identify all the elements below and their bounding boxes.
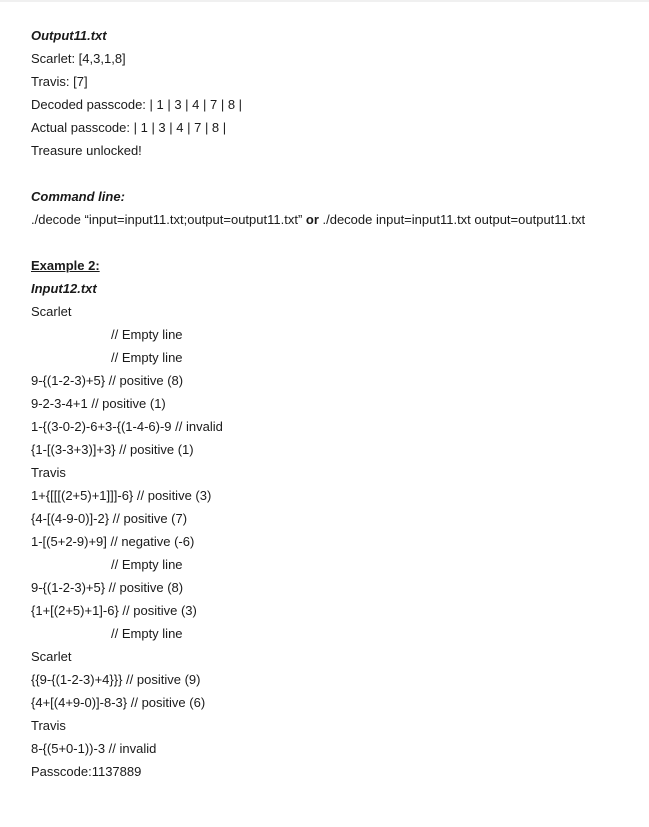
- input-line: {1-[(3-3+3)]+3} // positive (1): [31, 442, 194, 457]
- input-line: Travis: [31, 465, 66, 480]
- command-args: ./decode input=input11.txt output=output11.txt: [318, 212, 586, 227]
- input-line: 9-{(1-2-3)+5} // positive (8): [31, 373, 184, 388]
- input-filename-heading: Input12.txt: [31, 281, 97, 296]
- input-line: // Empty line: [111, 557, 183, 572]
- command-line-text: [31, 212, 585, 228]
- command-line-heading: Command line:: [31, 189, 125, 204]
- output-filename-heading: Output11.txt: [31, 28, 107, 43]
- output-line-decoded: Decoded passcode: | 1 | 3 | 4 | 7 | 8 |: [31, 97, 243, 112]
- input-line: Travis: [31, 718, 66, 733]
- output-line-actual: Actual passcode: | 1 | 3 | 4 | 7 | 8 |: [31, 120, 227, 135]
- output-line-travis: Travis: [7]: [31, 74, 88, 89]
- top-divider: [0, 0, 649, 2]
- input-line: 9-2-3-4+1 // positive (1): [31, 396, 166, 411]
- example-heading: Example 2:: [31, 258, 100, 273]
- command-or: or: [305, 212, 319, 227]
- output-line-scarlet: Scarlet: [4,3,1,8]: [31, 51, 126, 66]
- input-line: 1-[(5+2-9)+9] // negative (-6): [31, 534, 195, 549]
- input-line: {4-[(4-9-0)]-2} // positive (7): [31, 511, 188, 526]
- input-line: {1+[(2+5)+1]-6} // positive (3): [31, 603, 197, 618]
- passcode-line: Passcode:1137889: [31, 764, 142, 779]
- input-line: // Empty line: [111, 327, 183, 342]
- input-line: {4+[(4+9-0)]-8-3} // positive (6): [31, 695, 206, 710]
- input-line: 1-{(3-0-2)-6+3-{(1-4-6)-9 // invalid: [31, 419, 223, 434]
- input-line: {{9-{(1-2-3)+4}}} // positive (9): [31, 672, 201, 687]
- command-quoted: ./decode “input=input11.txt;output=output11.txt”: [31, 212, 306, 227]
- input-line: 9-{(1-2-3)+5} // positive (8): [31, 580, 184, 595]
- input-line: Scarlet: [31, 649, 72, 664]
- input-line: // Empty line: [111, 626, 183, 641]
- input-line: Scarlet: [31, 304, 72, 319]
- input-line: 8-{(5+0-1))-3 // invalid: [31, 741, 157, 756]
- input-line: 1+{[[[(2+5)+1]]]-6} // positive (3): [31, 488, 212, 503]
- output-line-result: Treasure unlocked!: [31, 143, 142, 158]
- input-line: // Empty line: [111, 350, 183, 365]
